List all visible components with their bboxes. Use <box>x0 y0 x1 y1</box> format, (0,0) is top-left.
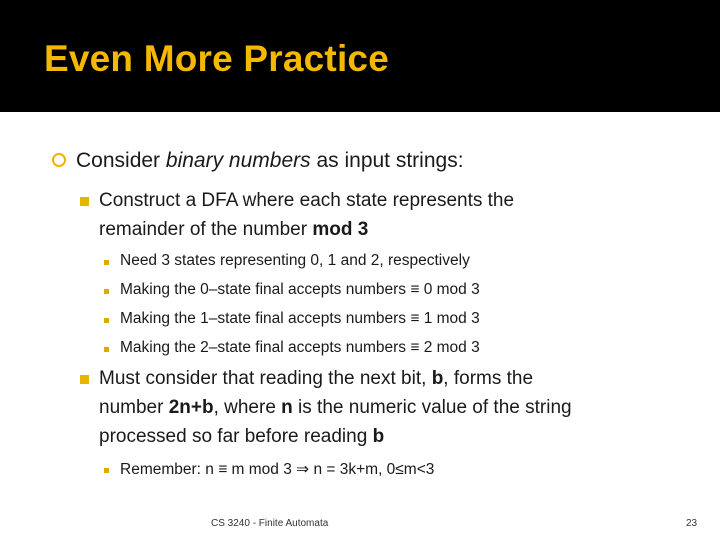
subsub-bullet: Making the 2–state final accepts numbers ≡ 2 mod 3 <box>120 339 480 356</box>
slide-title: Even More Practice <box>44 38 389 79</box>
small-square-bullet-icon <box>104 468 109 473</box>
subsub-bullet: Making the 0–state final accepts numbers ≡ 0 mod 3 <box>120 281 480 298</box>
sub-bullet-next-bit-cont: number 2n+b, where n is the numeric value of the string <box>99 397 572 418</box>
subsub-bullet: Need 3 states representing 0, 1 and 2, respectively <box>120 252 470 269</box>
sub-bullet-construct-dfa-cont: remainder of the number mod 3 <box>99 219 369 240</box>
circle-bullet-icon <box>52 153 66 167</box>
page-number: 23 <box>686 518 698 529</box>
subsub-bullet-remember: Remember: n ≡ m mod 3 ⇒ n = 3k+m, 0≤m<3 <box>120 461 435 478</box>
small-square-bullet-icon <box>104 260 109 265</box>
square-bullet-icon <box>80 197 89 206</box>
small-square-bullet-icon <box>104 347 109 352</box>
sub-bullet-construct-dfa: Construct a DFA where each state represents the <box>99 190 515 211</box>
sub-bullet-next-bit: Must consider that reading the next bit, b, forms the <box>99 368 534 389</box>
square-bullet-icon <box>80 375 89 384</box>
small-square-bullet-icon <box>104 289 109 294</box>
bullet-binary-numbers: Consider binary numbers as input strings: <box>76 149 464 172</box>
subsub-bullet: Making the 1–state final accepts numbers ≡ 1 mod 3 <box>120 310 480 327</box>
small-square-bullet-icon <box>104 318 109 323</box>
sub-bullet-next-bit-cont2: processed so far before reading b <box>99 426 385 447</box>
footer-text: CS 3240 - Finite Automata <box>211 518 329 529</box>
